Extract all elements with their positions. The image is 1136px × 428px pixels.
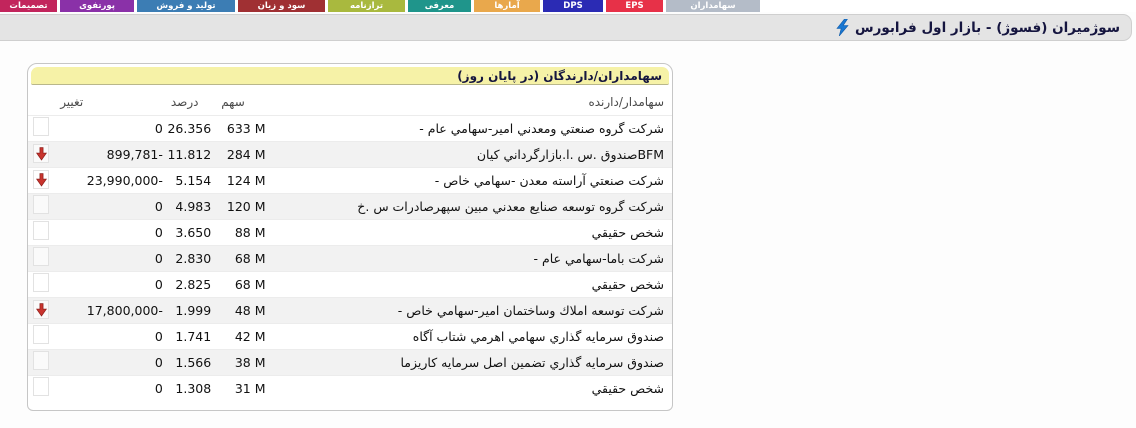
table-row: [28, 245, 672, 271]
table-row: [28, 193, 672, 219]
table-row: [28, 219, 672, 245]
percent-value: 26.356: [165, 115, 215, 141]
holder-name: شرکت توسعه املاك وساختمان امير-سهامي خاص -: [268, 297, 673, 323]
change-value: 899,781-: [54, 141, 165, 167]
change-value: 0: [54, 245, 165, 271]
change-value: 0: [54, 271, 165, 297]
percent-value: 1.741: [165, 323, 215, 349]
arrow-cell-empty: [28, 323, 54, 349]
column-header-holder: سهامدار/دارنده: [588, 94, 664, 109]
tab-bar: [0, 0, 1136, 12]
shareholders-panel: [27, 63, 673, 411]
column-header-arrow: [28, 89, 54, 115]
column-header-shares: سهم: [221, 94, 245, 109]
tab-decisions[interactable]: تصمیمات: [0, 0, 57, 12]
tab-dps[interactable]: DPS: [543, 0, 603, 12]
change-value: 0: [54, 115, 165, 141]
holder-name: شرکت گروه صنعتي ومعدني امير-سهامي عام -: [268, 115, 673, 141]
table-row: [28, 141, 672, 167]
percent-value: 2.825: [165, 271, 215, 297]
shares-value: 42 M: [215, 323, 267, 349]
down-arrow-icon: [28, 167, 54, 193]
holder-name: شرکت باما-سهامي عام -: [268, 245, 673, 271]
holder-name: شخص حقيقي: [268, 375, 673, 401]
percent-value: 2.830: [165, 245, 215, 271]
shares-value: 633 M: [215, 115, 267, 141]
percent-value: 5.154: [165, 167, 215, 193]
column-header-percent: درصد: [170, 94, 199, 109]
down-arrow-icon: [28, 141, 54, 167]
change-value: 0: [54, 375, 165, 401]
panel-header-title: سهامداران/دارندگان (در پایان روز): [457, 68, 662, 83]
table-row: [28, 349, 672, 375]
arrow-cell-empty: [28, 115, 54, 141]
holder-name: BFMصندوق .س .ا.بازارگرداني کيان: [268, 141, 673, 167]
percent-value: 1.566: [165, 349, 215, 375]
tab-profit-loss[interactable]: سود و زیان: [238, 0, 325, 12]
shares-value: 124 M: [215, 167, 267, 193]
percent-value: 3.650: [165, 219, 215, 245]
change-value: 0: [54, 349, 165, 375]
tab-production-sales[interactable]: تولید و فروش: [137, 0, 235, 12]
table-row: [28, 323, 672, 349]
shares-value: 88 M: [215, 219, 267, 245]
title-bar: [0, 14, 1132, 41]
panel-header: [31, 67, 669, 85]
change-value: 17,800,000-: [54, 297, 165, 323]
percent-value: 1.308: [165, 375, 215, 401]
holder-name: شخص حقيقي: [268, 271, 673, 297]
column-header-change: تغییر: [60, 94, 84, 109]
tab-balance-sheet[interactable]: ترازنامه: [328, 0, 405, 12]
arrow-cell-empty: [28, 245, 54, 271]
holder-name: صندوق سرمايه گذاري تضمين اصل سرمايه کاريزما: [268, 349, 673, 375]
page-title: سوژمیران (فسوژ) - بازار اول فرابورس: [854, 19, 1120, 36]
shares-value: 120 M: [215, 193, 267, 219]
table-row: [28, 115, 672, 141]
down-arrow-icon: [28, 297, 54, 323]
change-value: 0: [54, 323, 165, 349]
tab-introduction[interactable]: معرفی: [408, 0, 471, 12]
table-row: [28, 167, 672, 193]
arrow-cell-empty: [28, 271, 54, 297]
arrow-cell-empty: [28, 349, 54, 375]
tab-shareholders[interactable]: سهامداران: [666, 0, 760, 12]
table-row: [28, 271, 672, 297]
shares-value: 38 M: [215, 349, 267, 375]
holder-name: شرکت صنعتي آراسته معدن -سهامي خاص -: [268, 167, 673, 193]
table-row: [28, 375, 672, 401]
arrow-cell-empty: [28, 375, 54, 401]
holder-name: شخص حقيقي: [268, 219, 673, 245]
shares-value: 68 M: [215, 245, 267, 271]
holder-name: صندوق سرمايه گذاري سهامي اهرمي شتاب آگاه: [268, 323, 673, 349]
shares-value: 68 M: [215, 271, 267, 297]
change-value: 0: [54, 219, 165, 245]
shareholders-table: [28, 89, 672, 401]
tab-eps[interactable]: EPS: [606, 0, 663, 12]
arrow-cell-empty: [28, 193, 54, 219]
percent-value: 4.983: [165, 193, 215, 219]
table-header-row: [28, 89, 672, 115]
change-value: 0: [54, 193, 165, 219]
shares-value: 48 M: [215, 297, 267, 323]
arrow-cell-empty: [28, 219, 54, 245]
percent-value: 1.999: [165, 297, 215, 323]
lightning-icon: [836, 19, 849, 36]
percent-value: 11.812: [165, 141, 215, 167]
table-row: [28, 297, 672, 323]
shares-value: 31 M: [215, 375, 267, 401]
tab-statistics[interactable]: آمارها: [474, 0, 540, 12]
shares-value: 284 M: [215, 141, 267, 167]
holder-name: شرکت گروه توسعه صنايع معدني مبين سپهرصادرات س .خ: [268, 193, 673, 219]
tab-portfolio[interactable]: پورتفوی: [60, 0, 134, 12]
change-value: 23,990,000-: [54, 167, 165, 193]
